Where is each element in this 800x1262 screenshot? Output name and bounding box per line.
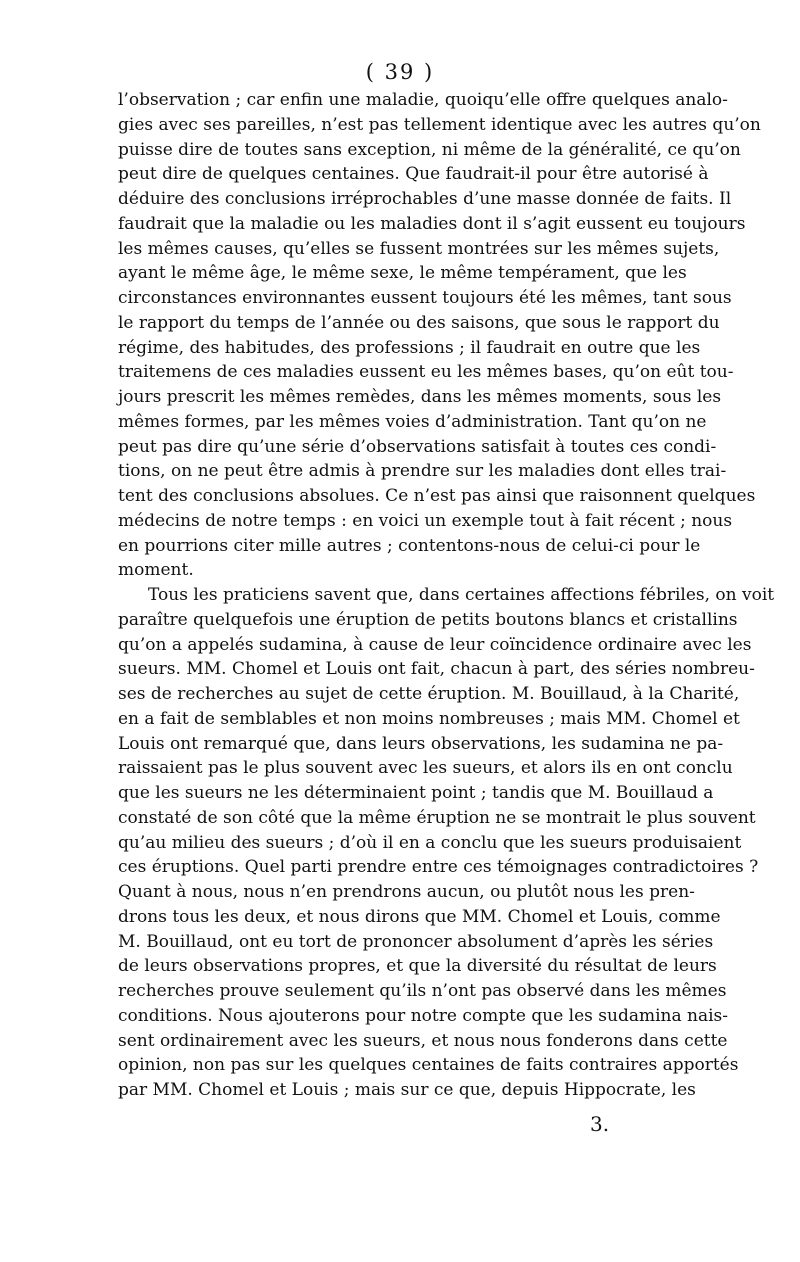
text-line: constaté de son côté que la même éruption ne se montrait le plus souvent <box>118 807 756 828</box>
text-line: régime, des habitudes, des professions ; il faudrait en outre que les <box>118 337 701 358</box>
text-line: conditions. Nous ajouterons pour notre compte que les sudamina nais- <box>118 1005 729 1026</box>
text-line: de leurs observations propres, et que la diversité du résultat de leurs <box>118 956 717 977</box>
text-line: ces éruptions. Quel parti prendre entre ces témoignages contradictoires ? <box>118 857 759 878</box>
text-line: sent ordinairement avec les sueurs, et nous nous fonderons dans cette <box>118 1030 728 1051</box>
text-line: opinion, non pas sur les quelques centaines de faits contraires apportés <box>118 1055 739 1076</box>
text-line: peut dire de quelques centaines. Que faudrait-il pour être autorisé à <box>118 164 709 185</box>
text-line: qu’on a appelés sudamina, à cause de leur coïncidence ordinaire avec les <box>118 634 752 655</box>
text-line: les mêmes causes, qu’elles se fussent montrées sur les mêmes sujets, <box>118 238 720 259</box>
text-line: en pourrions citer mille autres ; contentons-nous de celui-ci pour le <box>118 535 701 556</box>
text-line: paraître quelquefois une éruption de petits boutons blancs et cristallins <box>118 609 738 630</box>
text-line: déduire des conclusions irréprochables d’une masse donnée de faits. Il <box>118 189 732 209</box>
text-line: peut pas dire qu’une série d’observations satisfait à toutes ces condi- <box>118 436 717 457</box>
text-line: drons tous les deux, et nous dirons que MM. Chomel et Louis, comme <box>118 906 721 927</box>
text-line: puisse dire de toutes sans exception, ni même de la généralité, ce qu’on <box>118 139 741 160</box>
text-line: médecins de notre temps : en voici un exemple tout à fait récent ; nous <box>118 510 733 531</box>
text-line: moment. <box>118 560 194 581</box>
body-text <box>118 88 775 1103</box>
signature-mark: 3. <box>590 1112 610 1136</box>
text-line: par MM. Chomel et Louis ; mais sur ce que, depuis Hippocrate, les <box>118 1080 696 1100</box>
text-line: sueurs. MM. Chomel et Louis ont fait, chacun à part, des séries nombreu- <box>118 659 755 680</box>
text-line: le rapport du temps de l’année ou des saisons, que sous le rapport du <box>118 312 720 333</box>
text-line: Louis ont remarqué que, dans leurs observations, les sudamina ne pa- <box>118 733 724 754</box>
text-line: Quant à nous, nous n’en prendrons aucun, ou plutôt nous les pren- <box>118 882 695 902</box>
text-line: ayant le même âge, le même sexe, le même tempérament, que les <box>118 263 687 284</box>
text-line: traitemens de ces maladies eussent eu les mêmes bases, qu’on eût tou- <box>118 362 734 383</box>
text-line: qu’au milieu des sueurs ; d’où il en a conclu que les sueurs produisaient <box>118 832 742 853</box>
text-line: ses de recherches au sujet de cette éruption. M. Bouillaud, à la Charité, <box>118 684 740 704</box>
text-line: circonstances environnantes eussent toujours été les mêmes, tant sous <box>118 288 732 308</box>
text-line: tions, on ne peut être admis à prendre sur les maladies dont elles trai- <box>118 461 727 482</box>
text-line: jours prescrit les mêmes remèdes, dans les mêmes moments, sous les <box>118 387 722 407</box>
text-line: en a fait de semblables et non moins nombreuses ; mais MM. Chomel et <box>118 708 740 729</box>
text-line: tent des conclusions absolues. Ce n’est pas ainsi que raisonnent quelques <box>118 486 756 506</box>
text-line: gies avec ses pareilles, n’est pas tellement identique avec les autres qu’on <box>118 114 761 135</box>
text-line: M. Bouillaud, ont eu tort de prononcer absolument d’après les séries <box>118 931 714 952</box>
paragraph-start-line: Tous les praticiens savent que, dans certaines affections fébriles, on voit <box>148 585 775 605</box>
page-number: ( 39 ) <box>365 60 435 84</box>
text-line: recherches prouve seulement qu’ils n’ont pas observé dans les mêmes <box>118 981 727 1001</box>
text-line: raissaient pas le plus souvent avec les sueurs, et alors ils en ont conclu <box>118 758 733 779</box>
text-line: l’observation ; car enfin une maladie, quoiqu’elle offre quelques analo- <box>118 90 728 110</box>
text-line: faudrait que la maladie ou les maladies dont il s’agit eussent eu toujours <box>118 213 746 234</box>
text-line: mêmes formes, par les mêmes voies d’administration. Tant qu’on ne <box>118 411 707 432</box>
text-line: que les sueurs ne les déterminaient point ; tandis que M. Bouillaud a <box>118 783 714 803</box>
